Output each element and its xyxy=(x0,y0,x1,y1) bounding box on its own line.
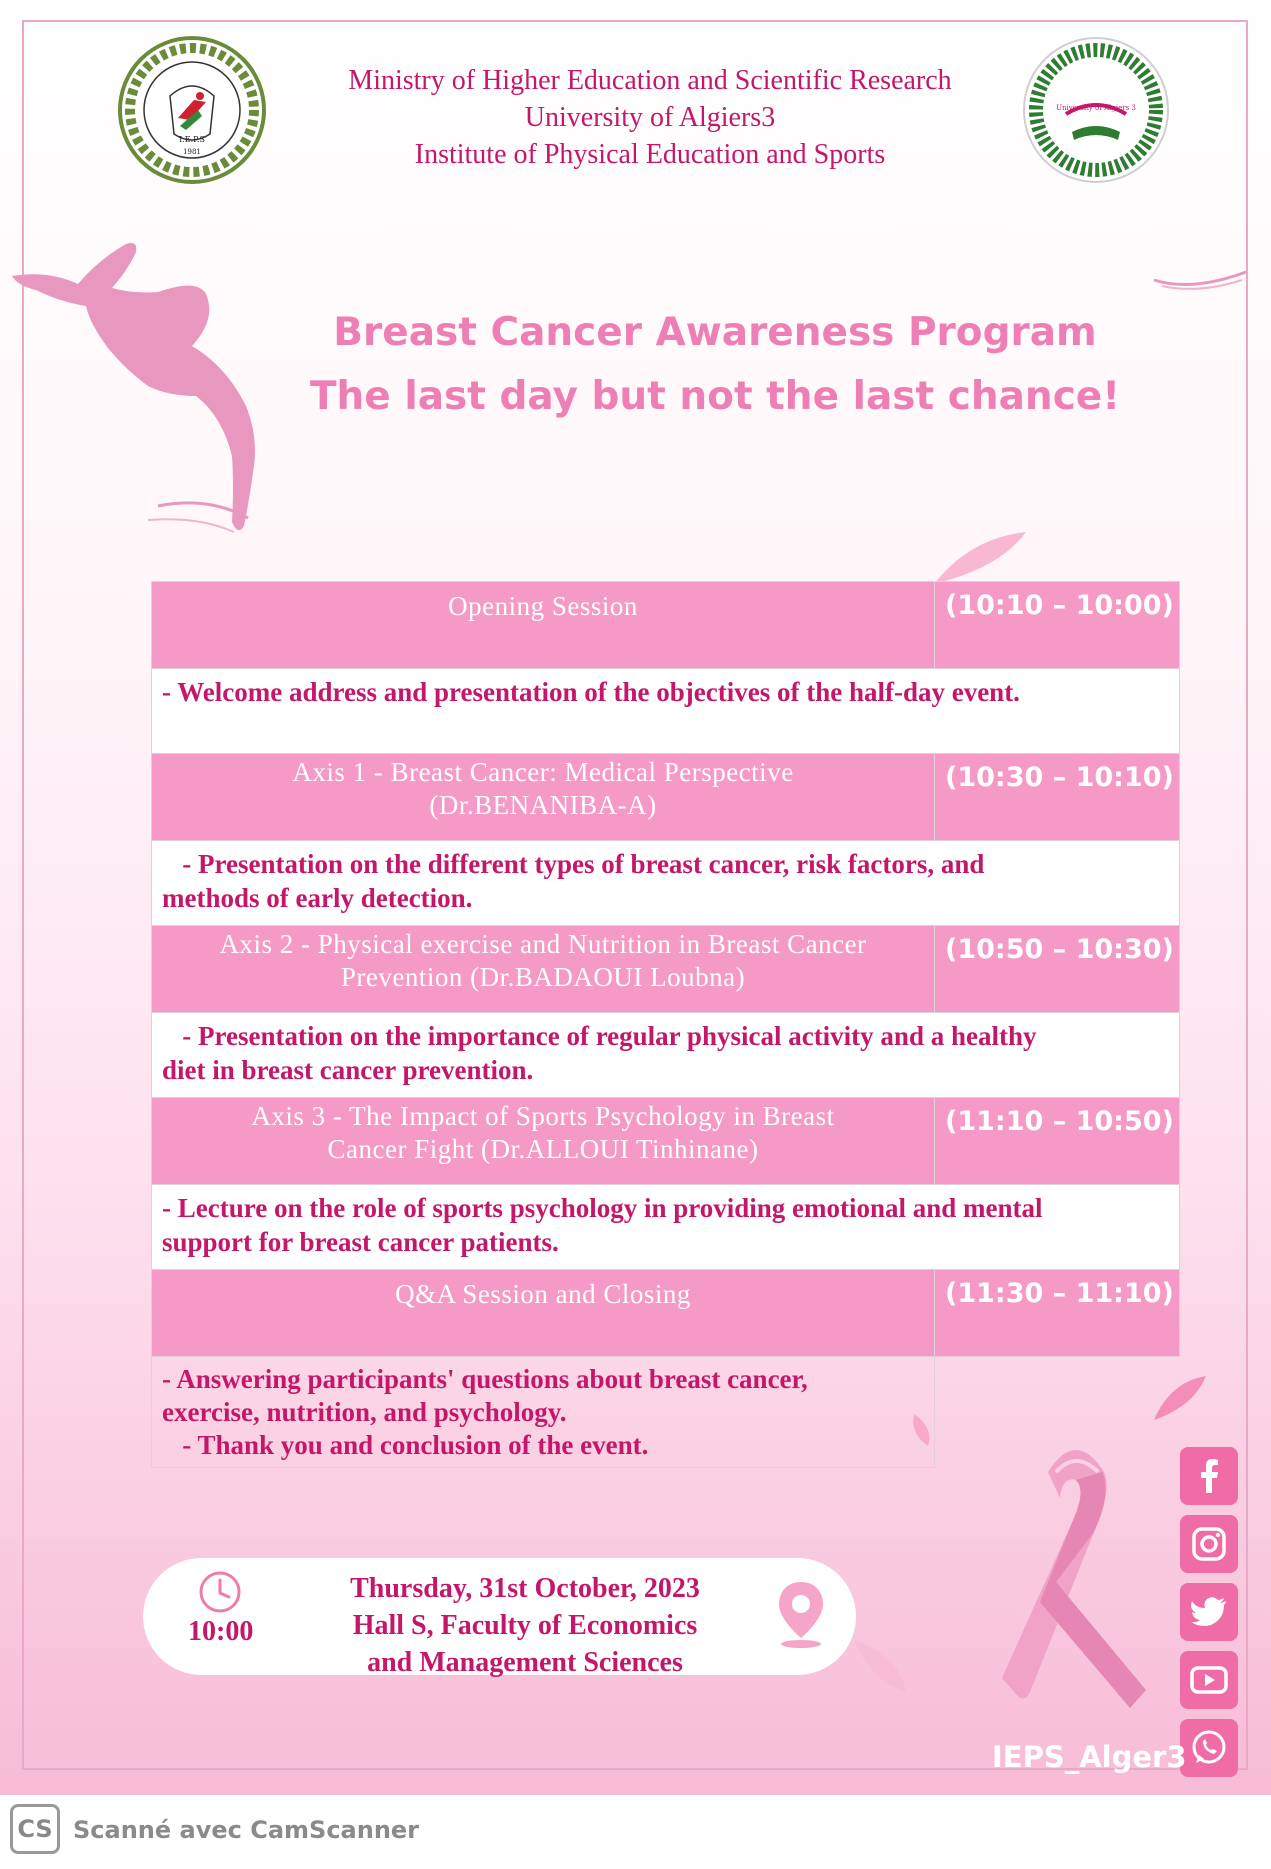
logo-right-inner: University of Algiers 3 xyxy=(1056,104,1136,112)
event-details xyxy=(330,1570,720,1681)
session-title xyxy=(152,582,935,669)
header-institute: Institute of Physical Education and Sports xyxy=(414,139,886,170)
session-description xyxy=(152,1013,1180,1098)
petal-icon xyxy=(850,1636,910,1696)
event-location-line1: Hall S, Faculty of Economics xyxy=(352,1610,698,1641)
session-time: (10:10 – 10:00) xyxy=(935,582,1180,669)
session-time: (11:10 – 10:50) xyxy=(935,1098,1180,1185)
header xyxy=(300,62,1000,173)
session-header-row xyxy=(152,754,1180,841)
session-description-line: - Presentation on the importance of regular physical activity and a healthy xyxy=(162,1021,1037,1051)
program-subtitle: The last day but not the last chance! xyxy=(309,374,1121,419)
youtube-icon[interactable] xyxy=(1180,1651,1238,1709)
session-description-line: support for breast cancer patients. xyxy=(162,1227,559,1257)
session-header-row xyxy=(152,1270,1180,1357)
session-description-row xyxy=(152,841,1180,926)
session-time: (11:30 – 11:10) xyxy=(935,1270,1180,1357)
twitter-icon[interactable] xyxy=(1180,1583,1238,1641)
session-description-line: diet in breast cancer prevention. xyxy=(162,1055,534,1085)
clock-icon xyxy=(198,1570,242,1614)
session-header-row xyxy=(152,926,1180,1013)
session-description xyxy=(152,1357,935,1468)
pink-ribbon-icon xyxy=(990,1432,1160,1722)
whatsapp-icon[interactable] xyxy=(1180,1719,1238,1777)
social-handle: IEPS_Alger3 xyxy=(992,1740,1187,1774)
program-title: Breast Cancer Awareness Program xyxy=(333,310,1097,355)
session-description xyxy=(152,669,1180,754)
event-location-line2: and Management Sciences xyxy=(367,1647,683,1678)
session-description-line: - Presentation on the different types of breast cancer, risk factors, and xyxy=(162,849,985,879)
session-description-line: - Answering participants' questions about breast cancer, xyxy=(162,1364,808,1394)
session-header-row xyxy=(152,1098,1180,1185)
gymnast-silhouette-icon xyxy=(8,236,298,566)
session-title xyxy=(152,1098,935,1185)
session-title-line: Q&A Session and Closing xyxy=(395,1279,691,1309)
session-description-line: methods of early detection. xyxy=(162,883,473,913)
camscanner-badge: CS xyxy=(10,1804,60,1854)
session-description-row xyxy=(152,1185,1180,1270)
session-title xyxy=(152,926,935,1013)
program-table xyxy=(151,581,1180,1468)
session-title-line: Axis 1 - Breast Cancer: Medical Perspective xyxy=(292,757,794,787)
session-description xyxy=(152,841,1180,926)
session-title-line: Cancer Fight (Dr.ALLOUI Tinhinane) xyxy=(327,1134,759,1164)
petal-icon xyxy=(930,528,1030,588)
header-university: University of Algiers3 xyxy=(524,102,776,133)
session-title xyxy=(152,754,935,841)
facebook-icon[interactable] xyxy=(1180,1447,1238,1505)
location-pin-icon xyxy=(773,1578,829,1650)
session-description xyxy=(152,1185,1180,1270)
session-title-line: Prevention (Dr.BADAOUI Loubna) xyxy=(340,962,746,992)
session-header-row xyxy=(152,582,1180,669)
session-time: (10:50 – 10:30) xyxy=(935,926,1180,1013)
header-ministry: Ministry of Higher Education and Scientific Research xyxy=(348,65,952,96)
session-description-row xyxy=(152,669,1180,754)
session-title-line: (Dr.BENANIBA-A) xyxy=(429,790,657,820)
session-description-row xyxy=(152,1013,1180,1098)
camscanner-text: Scanné avec CamScanner xyxy=(73,1816,420,1844)
svg-text:1981: 1981 xyxy=(183,148,201,156)
session-title-line: Axis 3 - The Impact of Sports Psychology in Breast xyxy=(251,1101,835,1131)
session-description-line: - Lecture on the role of sports psychology in providing emotional and mental xyxy=(162,1193,1043,1223)
session-description-line: exercise, nutrition, and psychology. xyxy=(162,1397,567,1427)
session-description-line: - Welcome address and presentation of the objectives of the half-day event. xyxy=(162,677,1020,707)
session-description-line: - Thank you and conclusion of the event. xyxy=(162,1430,649,1460)
session-title-line: Axis 2 - Physical exercise and Nutrition in Breast Cancer xyxy=(219,929,867,959)
session-time: (10:30 – 10:10) xyxy=(935,754,1180,841)
decorative-swoosh-icon xyxy=(1152,262,1248,292)
session-title-line: Opening Session xyxy=(448,591,638,621)
session-title xyxy=(152,1270,935,1357)
event-time: 10:00 xyxy=(188,1616,254,1647)
instagram-icon[interactable] xyxy=(1180,1515,1238,1573)
ieps-emblem-icon xyxy=(118,36,266,184)
event-date: Thursday, 31st October, 2023 xyxy=(350,1573,700,1604)
logo-left-inner: I.E.P.S xyxy=(179,135,205,144)
university-of-algiers3-emblem-icon xyxy=(1022,36,1170,184)
